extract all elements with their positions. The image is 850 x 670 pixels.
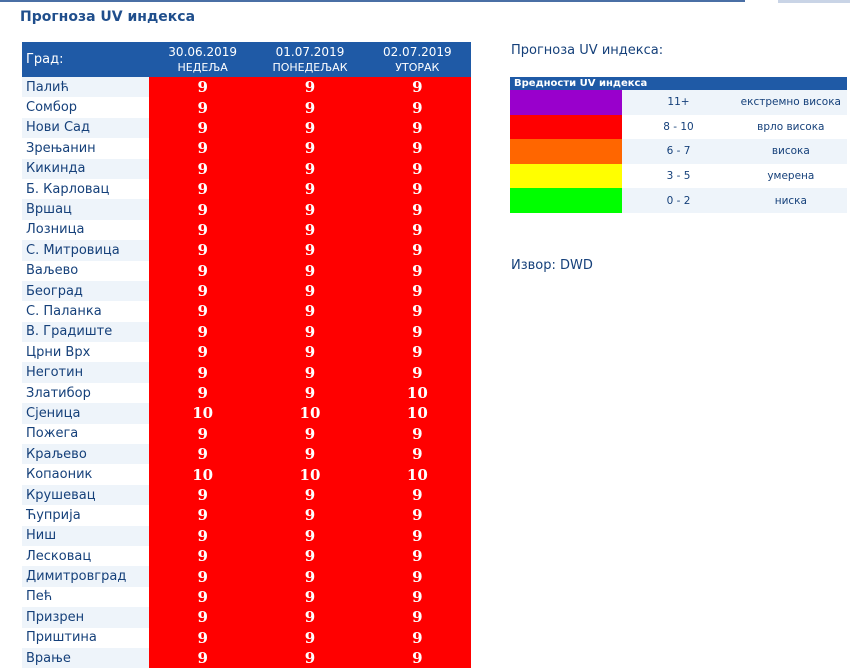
uv-value-cell: 9 <box>256 322 363 342</box>
table-row <box>22 587 471 607</box>
day-column-header <box>256 42 363 77</box>
city-name: Лозница <box>22 220 149 240</box>
uv-value-cell: 9 <box>364 342 471 362</box>
legend-color-swatch <box>510 164 622 189</box>
legend-label: врло висока <box>735 115 847 140</box>
uv-value-cell: 9 <box>149 587 256 607</box>
city-name: Зрењанин <box>22 138 149 158</box>
uv-value-cell: 9 <box>256 179 363 199</box>
table-row <box>22 261 471 281</box>
uv-value-cell: 9 <box>364 526 471 546</box>
uv-value-cell: 9 <box>149 97 256 117</box>
city-name: Лесковац <box>22 546 149 566</box>
legend-range: 3 - 5 <box>622 164 734 189</box>
uv-value-cell: 9 <box>256 301 363 321</box>
uv-value-cell: 9 <box>149 179 256 199</box>
uv-value-cell: 9 <box>149 485 256 505</box>
uv-value-cell: 9 <box>256 77 363 97</box>
legend-range: 11+ <box>622 90 734 115</box>
uv-value-cell: 9 <box>256 240 363 260</box>
legend-header: Вредности UV индекса <box>510 77 847 90</box>
legend-label: умерена <box>735 164 847 189</box>
legend-color-swatch <box>510 90 622 115</box>
uv-value-cell: 9 <box>256 159 363 179</box>
city-name: С. Митровица <box>22 240 149 260</box>
uv-value-cell: 9 <box>364 648 471 668</box>
city-name: Ћуприја <box>22 505 149 525</box>
table-row <box>22 464 471 484</box>
uv-value-cell: 9 <box>364 607 471 627</box>
city-name: Палић <box>22 77 149 97</box>
day-date: 30.06.2019 <box>168 44 238 59</box>
uv-value-cell: 9 <box>256 383 363 403</box>
uv-value-cell: 9 <box>364 628 471 648</box>
uv-value-cell: 9 <box>149 199 256 219</box>
table-row <box>22 179 471 199</box>
uv-value-cell: 9 <box>256 546 363 566</box>
uv-value-cell: 9 <box>256 261 363 281</box>
uv-value-cell: 9 <box>149 526 256 546</box>
uv-value-cell: 9 <box>364 281 471 301</box>
day-date: 01.07.2019 <box>275 44 345 59</box>
table-row <box>22 301 471 321</box>
uv-value-cell: 9 <box>149 220 256 240</box>
legend-color-swatch <box>510 139 622 164</box>
city-name: Врање <box>22 648 149 668</box>
legend-row <box>510 115 847 140</box>
table-row <box>22 362 471 382</box>
city-name: Краљево <box>22 444 149 464</box>
uv-value-cell: 9 <box>149 566 256 586</box>
uv-value-cell: 9 <box>364 505 471 525</box>
uv-value-cell: 9 <box>364 485 471 505</box>
legend-label: екстремно висока <box>735 90 847 115</box>
table-row <box>22 648 471 668</box>
legend-range: 0 - 2 <box>622 188 734 213</box>
legend-range: 6 - 7 <box>622 139 734 164</box>
table-row <box>22 383 471 403</box>
uv-value-cell: 9 <box>256 362 363 382</box>
source-text: Извор: DWD <box>511 258 593 273</box>
city-name: Вршац <box>22 199 149 219</box>
city-name: Пожега <box>22 424 149 444</box>
table-row <box>22 546 471 566</box>
table-row <box>22 220 471 240</box>
uv-value-cell: 9 <box>149 118 256 138</box>
day-weekday: НЕДЕЉА <box>177 60 228 74</box>
uv-legend-table <box>510 77 847 213</box>
uv-value-cell: 9 <box>149 77 256 97</box>
table-row <box>22 159 471 179</box>
uv-value-cell: 9 <box>364 199 471 219</box>
uv-forecast-table <box>22 42 471 668</box>
day-date: 02.07.2019 <box>382 44 452 59</box>
uv-value-cell: 9 <box>256 485 363 505</box>
table-row <box>22 97 471 117</box>
uv-value-cell: 9 <box>364 261 471 281</box>
uv-value-cell: 9 <box>149 159 256 179</box>
city-name: Копаоник <box>22 464 149 484</box>
city-name: Сјеница <box>22 403 149 423</box>
city-name: Београд <box>22 281 149 301</box>
day-weekday: ПОНЕДЕЉАК <box>272 60 348 74</box>
uv-value-cell: 9 <box>364 566 471 586</box>
uv-value-cell: 9 <box>364 322 471 342</box>
legend-row <box>510 188 847 213</box>
legend-title: Прогноза UV индекса: <box>511 43 664 58</box>
uv-value-cell: 9 <box>256 220 363 240</box>
uv-value-cell: 9 <box>149 322 256 342</box>
city-name: В. Градиште <box>22 322 149 342</box>
city-name: Ниш <box>22 526 149 546</box>
uv-value-cell: 9 <box>256 648 363 668</box>
day-column-header <box>364 42 471 77</box>
uv-value-cell: 9 <box>256 587 363 607</box>
city-column-header: Град: <box>22 42 149 77</box>
uv-value-cell: 9 <box>364 240 471 260</box>
legend-row <box>510 139 847 164</box>
table-row <box>22 444 471 464</box>
city-name: Б. Карловац <box>22 179 149 199</box>
uv-value-cell: 9 <box>149 424 256 444</box>
uv-value-cell: 9 <box>364 118 471 138</box>
table-row <box>22 403 471 423</box>
legend-row <box>510 90 847 115</box>
legend-row <box>510 164 847 189</box>
uv-value-cell: 9 <box>149 138 256 158</box>
uv-value-cell: 9 <box>256 566 363 586</box>
uv-value-cell: 9 <box>256 97 363 117</box>
legend-range: 8 - 10 <box>622 115 734 140</box>
top-right-bar <box>778 0 850 3</box>
uv-value-cell: 10 <box>364 403 471 423</box>
uv-value-cell: 9 <box>256 526 363 546</box>
city-name: Златибор <box>22 383 149 403</box>
city-name: Неготин <box>22 362 149 382</box>
uv-value-cell: 9 <box>364 362 471 382</box>
uv-value-cell: 9 <box>364 97 471 117</box>
uv-value-cell: 9 <box>364 179 471 199</box>
uv-value-cell: 9 <box>149 261 256 281</box>
uv-value-cell: 9 <box>256 444 363 464</box>
uv-value-cell: 10 <box>364 464 471 484</box>
city-name: Црни Врх <box>22 342 149 362</box>
legend-body <box>510 77 847 213</box>
table-row <box>22 118 471 138</box>
table-row <box>22 77 471 97</box>
uv-value-cell: 9 <box>256 199 363 219</box>
uv-value-cell: 9 <box>149 301 256 321</box>
table-row <box>22 322 471 342</box>
uv-value-cell: 9 <box>256 342 363 362</box>
legend-header-row <box>510 77 847 90</box>
table-row <box>22 607 471 627</box>
table-body <box>22 77 471 668</box>
uv-value-cell: 9 <box>149 505 256 525</box>
day-column-header <box>149 42 256 77</box>
uv-value-cell: 9 <box>149 444 256 464</box>
uv-value-cell: 10 <box>364 383 471 403</box>
city-name: Димитровград <box>22 566 149 586</box>
table-header-row <box>22 42 471 77</box>
uv-value-cell: 9 <box>149 281 256 301</box>
uv-value-cell: 9 <box>149 342 256 362</box>
table-row <box>22 138 471 158</box>
legend-color-swatch <box>510 115 622 140</box>
page-title: Прогноза UV индекса <box>20 9 196 25</box>
city-name: Нови Сад <box>22 118 149 138</box>
uv-value-cell: 9 <box>364 301 471 321</box>
uv-value-cell: 9 <box>364 444 471 464</box>
uv-value-cell: 10 <box>149 403 256 423</box>
legend-label: висока <box>735 139 847 164</box>
uv-value-cell: 9 <box>149 362 256 382</box>
uv-value-cell: 9 <box>256 505 363 525</box>
day-weekday: УТОРАК <box>395 60 440 74</box>
uv-value-cell: 9 <box>364 424 471 444</box>
city-name: Ваљево <box>22 261 149 281</box>
uv-value-cell: 9 <box>256 118 363 138</box>
uv-value-cell: 9 <box>364 220 471 240</box>
uv-value-cell: 9 <box>364 159 471 179</box>
uv-value-cell: 9 <box>364 587 471 607</box>
uv-value-cell: 9 <box>256 424 363 444</box>
legend-color-swatch <box>510 188 622 213</box>
table-row <box>22 485 471 505</box>
city-name: Приштина <box>22 628 149 648</box>
uv-value-cell: 9 <box>149 648 256 668</box>
uv-value-cell: 9 <box>256 281 363 301</box>
table-row <box>22 199 471 219</box>
table-row <box>22 342 471 362</box>
uv-value-cell: 9 <box>149 546 256 566</box>
uv-value-cell: 10 <box>256 464 363 484</box>
table-row <box>22 240 471 260</box>
uv-value-cell: 9 <box>256 138 363 158</box>
table-row <box>22 281 471 301</box>
uv-value-cell: 9 <box>149 607 256 627</box>
table-row <box>22 566 471 586</box>
table-row <box>22 526 471 546</box>
uv-value-cell: 9 <box>364 546 471 566</box>
uv-value-cell: 9 <box>256 607 363 627</box>
top-border-line <box>0 0 745 2</box>
uv-value-cell: 9 <box>256 628 363 648</box>
city-name: С. Паланка <box>22 301 149 321</box>
uv-value-cell: 9 <box>149 383 256 403</box>
table-row <box>22 628 471 648</box>
uv-value-cell: 9 <box>149 628 256 648</box>
uv-value-cell: 9 <box>364 138 471 158</box>
uv-value-cell: 9 <box>364 77 471 97</box>
table-row <box>22 424 471 444</box>
uv-value-cell: 9 <box>149 240 256 260</box>
city-name: Сомбор <box>22 97 149 117</box>
uv-value-cell: 10 <box>149 464 256 484</box>
city-name: Крушевац <box>22 485 149 505</box>
city-name: Призрен <box>22 607 149 627</box>
legend-label: ниска <box>735 188 847 213</box>
uv-value-cell: 10 <box>256 403 363 423</box>
table-row <box>22 505 471 525</box>
city-name: Пећ <box>22 587 149 607</box>
city-name: Кикинда <box>22 159 149 179</box>
